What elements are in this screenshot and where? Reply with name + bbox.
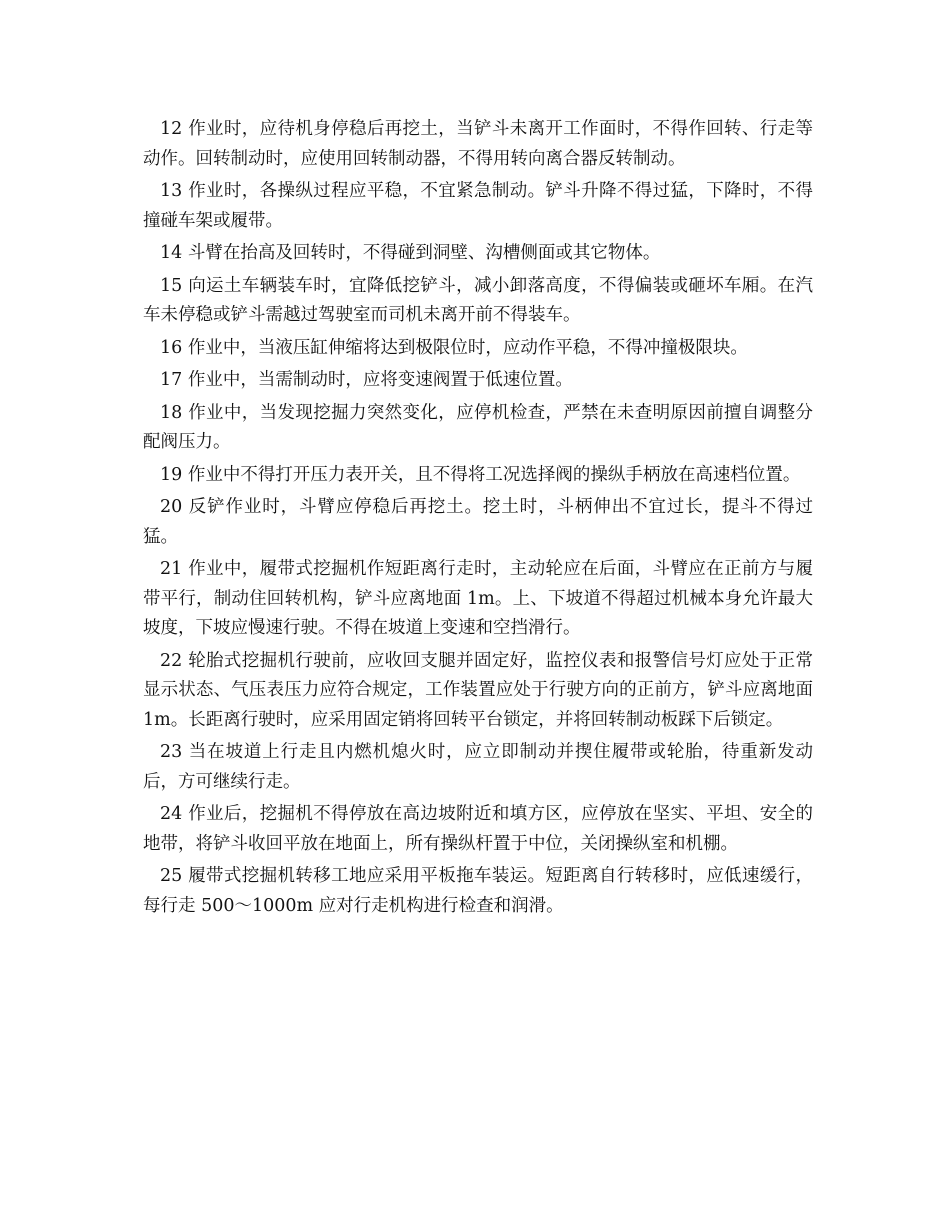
paragraph-20: 20 反铲作业时，斗臂应停稳后再挖土。挖土时，斗柄伸出不宜过长，提斗不得过猛。 [143, 497, 813, 547]
paragraph-19: 19 作业中不得打开压力表开关，且不得将工况选择阀的操纵手柄放在高速档位置。 [160, 464, 801, 485]
paragraph-16: 16 作业中，当液压缸伸缩将达到极限位时，应动作平稳，不得冲撞极限块。 [160, 337, 748, 358]
paragraph-21: 21 作业中，履带式挖掘机作短距离行走时，主动轮应在后面，斗臂应在正前方与履带平行，制动住回转机构，铲斗应离地面 1m。上、下坡道不得超过机械本身允许最大坡度，下坡应慢速行驶。不得在坡道上变速和空挡滑行。 [143, 559, 813, 638]
paragraph-24: 24 作业后，挖掘机不得停放在高边坡附近和填方区，应停放在坚实、平坦、安全的地带，将铲斗收回平放在地面上，所有操纵杆置于中位，关闭操纵室和机棚。 [143, 804, 813, 854]
paragraph-12: 12 作业时，应待机身停稳后再挖土，当铲斗未离开工作面时，不得作回转、行走等动作。回转制动时，应使用回转制动器，不得用转向离合器反转制动。 [143, 119, 813, 169]
paragraph-23: 23 当在坡道上行走且内燃机熄火时，应立即制动并揳住履带或轮胎，待重新发动后，方可继续行走。 [143, 742, 813, 792]
paragraph-17: 17 作业中，当需制动时，应将变速阀置于低速位置。 [160, 370, 573, 390]
paragraph-22: 22 轮胎式挖掘机行驶前，应收回支腿并固定好，监控仪表和报警信号灯应处于正常显示状态、气压表压力应符合规定，工作装置应处于行驶方向的正前方，铲斗应离地面 1m。长距离行驶时，应采用固定销将回转平台锁定，并将回转制动板踩下后锁定。 [143, 650, 813, 730]
paragraph-13: 13 作业时，各操纵过程应平稳，不宜紧急制动。铲斗升降不得过猛，下降时，不得撞碰车架或履带。 [143, 181, 813, 231]
paragraph-14: 14 斗臂在抬高及回转时，不得碰到洞壁、沟槽侧面或其它物体。 [160, 243, 661, 263]
document-page [143, 115, 813, 924]
paragraph-18: 18 作业中，当发现挖掘力突然变化，应停机检查，严禁在未查明原因前擅自调整分配阀压力。 [143, 402, 813, 452]
paragraph-15: 15 向运土车辆装车时，宜降低挖铲斗，减小卸落高度，不得偏装或砸坏车厢。在汽车未停稳或铲斗需越过驾驶室而司机未离开前不得装车。 [143, 275, 813, 325]
paragraph-25: 25 履带式挖掘机转移工地应采用平板拖车装运。短距离自行转移时，应低速缓行，每行走 500～1000m 应对行走机构进行检查和润滑。 [143, 866, 813, 916]
